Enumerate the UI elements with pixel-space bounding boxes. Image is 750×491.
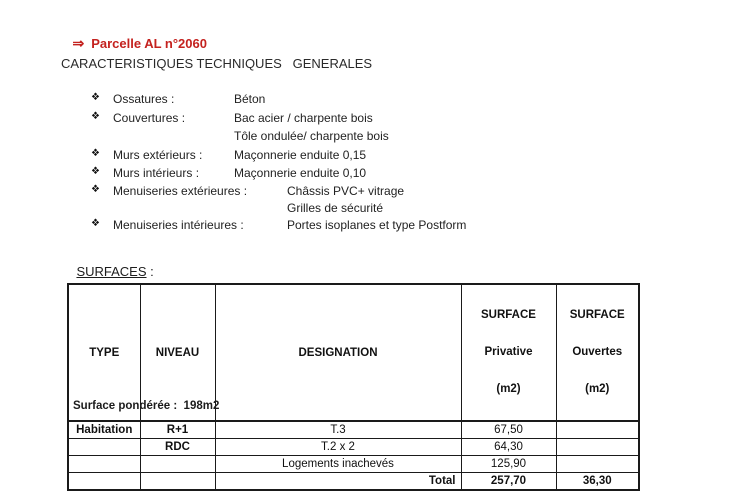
header-line: (m2) (496, 383, 521, 395)
spec-value: Tôle ondulée/ charpente bois (234, 129, 389, 143)
header-line: Ouvertes (572, 346, 623, 358)
spec-label: Ossatures : (113, 92, 175, 106)
header-line: SURFACE (569, 309, 625, 321)
spec-row-ossatures (0, 92, 750, 108)
spec-label: Menuiseries intérieures : (113, 218, 244, 232)
spec-value: Châssis PVC+ vitrage (287, 184, 405, 198)
double-arrow-icon: ⇒ (72, 35, 85, 51)
surface-ponderee-note: Surface pondérée : 198m2 (73, 400, 220, 412)
total-surface-privative: 257,70 (461, 473, 556, 491)
spec-label: Murs extérieurs : (113, 148, 203, 162)
spec-row-murs-exterieurs (0, 148, 750, 164)
cell-type: Habitation (68, 421, 140, 439)
spec-value: Bac acier / charpente bois (234, 111, 373, 125)
col-header-type: TYPE (68, 284, 140, 421)
surfaces-table (67, 283, 640, 491)
spec-row-menuiseries-exterieures (0, 184, 750, 200)
cell-surface-privative: 67,50 (461, 421, 556, 439)
parcel-heading-label: Parcelle AL n°2060 (91, 36, 207, 51)
cell-niveau (140, 456, 215, 473)
header-line: SURFACE (481, 309, 536, 321)
total-label: Total (215, 473, 461, 491)
col-header-niveau: NIVEAU (140, 284, 215, 421)
spec-row-menuiseries-interieures (0, 218, 750, 234)
spec-value: Portes isoplanes et type Postform (287, 218, 467, 232)
cell-surface-ouvertes (556, 456, 639, 473)
spec-row-couvertures-cont (0, 129, 750, 145)
spec-label: Menuiseries extérieures : (113, 184, 248, 198)
col-header-surface-ouvertes (556, 284, 639, 421)
spec-row-couvertures (0, 111, 750, 127)
spec-label: Murs intérieurs : (113, 166, 200, 180)
cell-designation: T.3 (215, 421, 461, 439)
cell-designation: T.2 x 2 (215, 439, 461, 456)
surfaces-heading-colon: : (146, 264, 154, 279)
cell-type (68, 473, 140, 491)
spec-row-menuiseries-cont (0, 201, 750, 217)
table-row (68, 439, 639, 456)
cell-surface-privative: 125,90 (461, 456, 556, 473)
diamond-bullet-icon: ❖ (91, 184, 100, 195)
spec-value: Maçonnerie enduite 0,10 (234, 166, 367, 180)
header-line: Privative (484, 346, 533, 358)
cell-niveau (140, 473, 215, 491)
table-row (68, 421, 639, 439)
diamond-bullet-icon: ❖ (91, 166, 100, 177)
spec-row-murs-interieurs (0, 166, 750, 182)
cell-designation: Logements inachevés (215, 456, 461, 473)
col-header-designation: DESIGNATION (215, 284, 461, 421)
spec-value: Maçonnerie enduite 0,15 (234, 148, 367, 162)
spec-value: Grilles de sécurité (287, 201, 384, 215)
table-total-row (68, 473, 639, 491)
section-title: CARACTERISTIQUES TECHNIQUES GENERALES (61, 56, 373, 71)
diamond-bullet-icon: ❖ (91, 148, 100, 159)
cell-surface-privative: 64,30 (461, 439, 556, 456)
spec-label: Couvertures : (113, 111, 186, 125)
diamond-bullet-icon: ❖ (91, 92, 100, 103)
total-surface-ouvertes: 36,30 (556, 473, 639, 491)
cell-niveau: RDC (140, 439, 215, 456)
col-header-surface-privative (461, 284, 556, 421)
diamond-bullet-icon: ❖ (91, 218, 100, 229)
cell-surface-ouvertes (556, 421, 639, 439)
cell-niveau: R+1 (140, 421, 215, 439)
surfaces-heading-label: SURFACES (76, 264, 147, 279)
spec-value: Béton (234, 92, 266, 106)
header-line: (m2) (585, 383, 610, 395)
table-row (68, 456, 639, 473)
cell-surface-ouvertes (556, 439, 639, 456)
diamond-bullet-icon: ❖ (91, 111, 100, 122)
cell-type (68, 456, 140, 473)
cell-type (68, 439, 140, 456)
